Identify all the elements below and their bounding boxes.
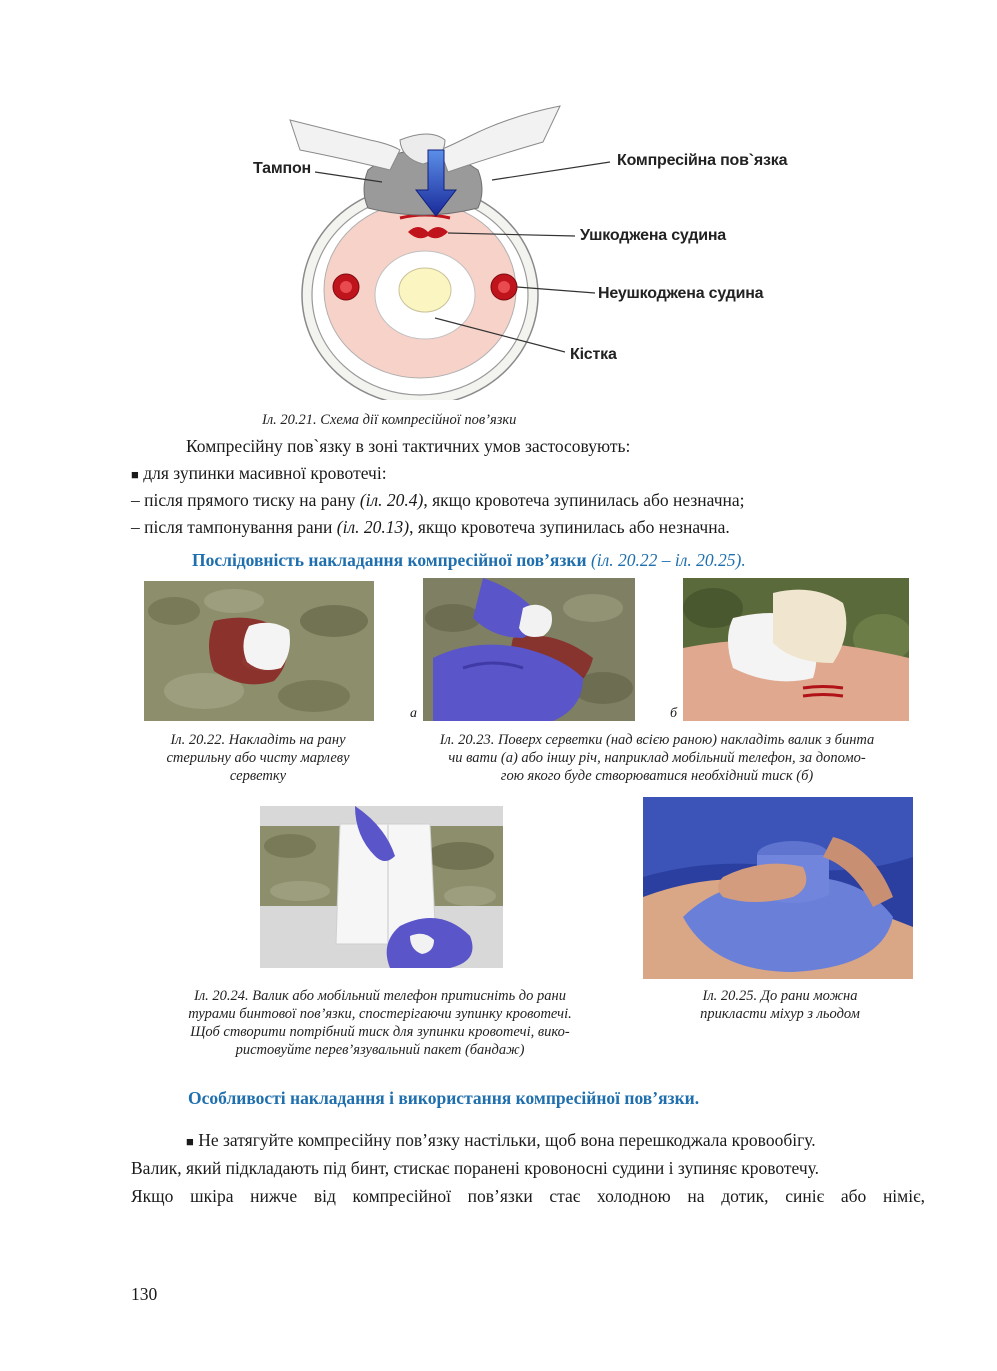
section1-ref: (іл. 20.22 – іл. 20.25). <box>586 550 746 570</box>
f25-line1: Іл. 20.25. До рани можна <box>702 988 858 1004</box>
figure-caption-20-25 <box>660 987 900 1023</box>
label-undamaged-vessel: Неушкоджена судина <box>598 285 764 302</box>
f24-line3: Щоб створити потрібний тиск для зупинки кровотечі, вико- <box>190 1024 570 1040</box>
figure-caption-20-23 <box>392 731 922 785</box>
dash1-text-end: , якщо кровотеча зупинилась або незначна; <box>423 490 745 510</box>
f23-line1: Іл. 20.23. Поверх серветки (над всією раною) накладіть валик з бинта <box>439 732 875 748</box>
photo-20-23a-gauze-roll <box>423 578 635 721</box>
f25-line2: прикласти міхур з льодом <box>700 1006 860 1022</box>
compression-diagram <box>230 100 830 400</box>
bullet-mark-2: ■ <box>186 1134 194 1149</box>
f22-line1: Іл. 20.22. Накладіть на рану <box>170 732 346 748</box>
paragraph-line-1 <box>186 1127 816 1155</box>
f24-line2: турами бинтової пов’язки, спостерігаючи зупинку кровотечі. <box>188 1006 572 1022</box>
f23-line2: чи вати (а) або іншу річ, наприклад мобільний телефон, за допомо- <box>448 750 866 766</box>
bullet-mark: ■ <box>131 467 139 482</box>
intro-dash-2 <box>131 514 730 541</box>
dash2-text-end: , якщо кровотеча зупинилась або незначна. <box>409 517 730 537</box>
label-compression-bandage: Компресійна пов`язка <box>617 152 788 169</box>
label-damaged-vessel: Ушкоджена судина <box>580 227 726 244</box>
section-heading-sequence <box>192 550 746 571</box>
intro-dash-1 <box>131 487 745 514</box>
dash1-ref: (іл. 20.4) <box>359 490 424 510</box>
f22-line3: серветку <box>229 768 287 784</box>
photo-20-24-bandage-turns <box>260 806 503 968</box>
dash2-ref: (іл. 20.13) <box>336 517 410 537</box>
photo-20-22-napkin-on-wound <box>144 581 374 721</box>
photo-20-23b-phone-on-arm <box>683 578 909 721</box>
f24-line4: ристовуйте перев’язувальний пакет (бандаж) <box>235 1042 525 1058</box>
label-bone: Кістка <box>570 346 617 363</box>
dash1-text: – після прямого тиску на рану <box>131 490 360 510</box>
paragraph-line-2: Валик, який підкладають під бинт, стискає поранені кровоносні судини і зупиняє кровотечу. <box>131 1158 820 1178</box>
intro-bullet <box>131 460 387 488</box>
f24-line1: Іл. 20.24. Валик або мобільний телефон притисніть до рани <box>194 988 566 1004</box>
dash2-text: – після тампонування рани <box>131 517 337 537</box>
label-b: б <box>670 706 678 721</box>
bullet-text: для зупинки масивної кровотечі: <box>143 463 387 483</box>
paragraph-line-3: Якщо шкіра нижче від компресійної пов’язки стає холодною на дотик, синіє або німіє, <box>131 1186 925 1206</box>
f23-line3: гою якого буде створюватися необхідний тиск (б) <box>500 768 814 784</box>
figure-caption-20-21: Іл. 20.21. Схема дії компресійної пов’язки <box>262 412 517 428</box>
p1-text: Не затягуйте компресійну пов’язку настільки, щоб вона перешкоджала кровообігу. <box>193 1130 816 1150</box>
f22-line2: стерильну або чисту марлеву <box>166 750 350 766</box>
intro-line: Компресійну пов`язку в зоні тактичних умов застосовують: <box>186 436 631 456</box>
section-heading-features: Особливості накладання і використання компресійної пов’язки. <box>188 1088 700 1108</box>
label-a: а <box>410 706 417 721</box>
figure-caption-20-24 <box>130 987 630 1059</box>
page-number: 130 <box>131 1284 158 1304</box>
section1-title: Послідовність накладання компресійної пов’язки <box>192 550 587 570</box>
photo-20-25-ice-pack <box>643 797 913 979</box>
label-tampon: Тампон <box>253 160 312 177</box>
figure-caption-20-22 <box>130 731 386 785</box>
diagram-illustration <box>230 100 830 400</box>
